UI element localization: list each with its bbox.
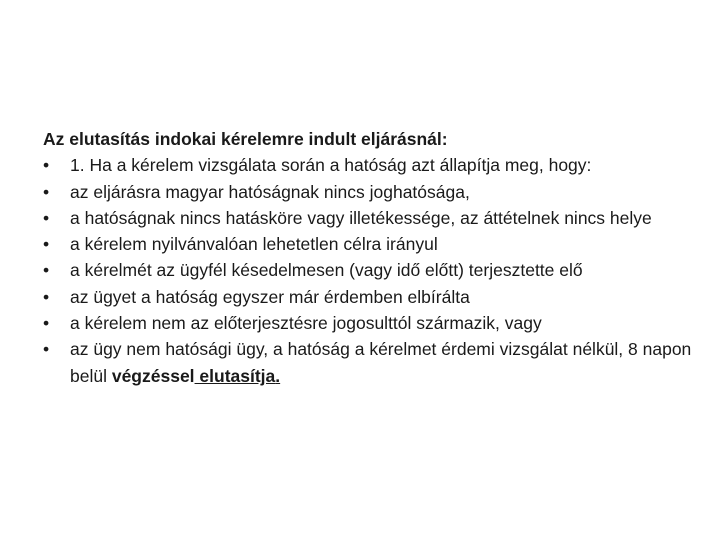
list-item-text: az ügyet a hatóság egyszer már érdemben elbírálta <box>70 286 470 307</box>
list-item-text: a hatóságnak nincs hatásköre vagy illetékessége, az áttételnek nincs helye <box>70 207 652 228</box>
list-item <box>43 284 693 310</box>
bullet-icon: • <box>43 260 50 281</box>
list-item-last <box>43 336 693 389</box>
bullet-icon: • <box>43 234 50 255</box>
list-item <box>43 152 693 178</box>
bullet-icon: • <box>43 181 50 202</box>
bullet-icon: • <box>43 286 50 307</box>
list-item-text: a kérelem nem az előterjesztésre jogosulttól származik, vagy <box>70 313 542 334</box>
slide-title: Az elutasítás indokai kérelemre indult eljárásnál: <box>43 129 448 149</box>
bullet-icon: • <box>43 339 50 360</box>
emphasis-text: végzéssel <box>111 365 195 386</box>
bullet-icon: • <box>43 207 50 228</box>
list-item-text: a kérelem nyilvánvalóan lehetetlen célra irányul <box>70 234 438 255</box>
list-item <box>43 257 693 283</box>
bullet-list <box>43 152 693 389</box>
list-item-text: 1. Ha a kérelem vizsgálata során a hatóság azt állapítja meg, hogy: <box>70 155 592 176</box>
list-item-text: a kérelmét az ügyfél késedelmesen (vagy idő előtt) terjesztette elő <box>70 260 583 281</box>
bullet-icon: • <box>43 155 50 176</box>
list-item <box>43 231 693 257</box>
underlined-emphasis-text: elutasítja <box>194 365 276 386</box>
slide-content <box>43 126 693 389</box>
list-item <box>43 179 693 205</box>
list-item-text: az eljárásra magyar hatóságnak nincs joghatósága, <box>70 181 470 202</box>
list-item <box>43 205 693 231</box>
list-item-text: az ügy nem hatósági ügy, a hatóság a kérelmet érdemi vizsgálat nélkül, 8 napon belül <box>70 339 692 386</box>
sentence-end: . <box>275 365 281 386</box>
bullet-icon: • <box>43 313 50 334</box>
list-item <box>43 310 693 336</box>
